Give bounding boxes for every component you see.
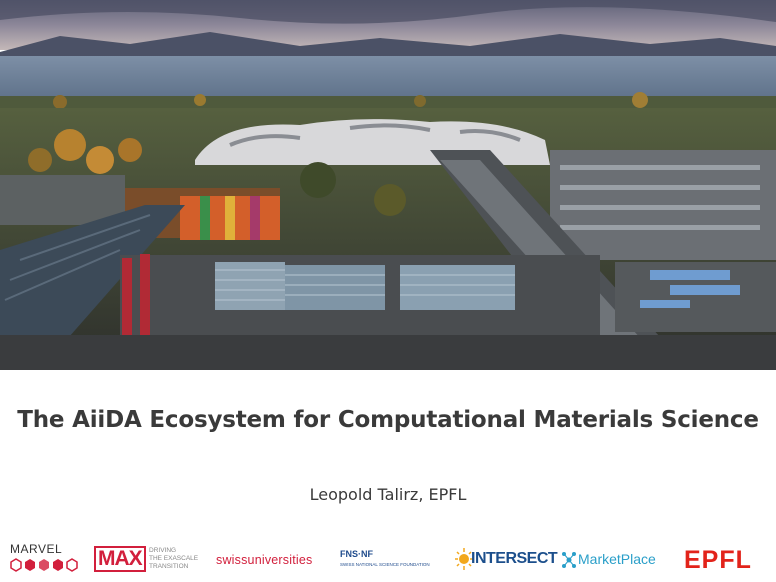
max-sub-line-1: DRIVING (149, 547, 177, 554)
max-sub-line-3: TRANSITION (149, 563, 189, 570)
max-sub-line-2: THE EXASCALE (149, 555, 199, 562)
marvel-logo (10, 540, 82, 580)
marketplace-network-icon (560, 550, 578, 570)
partner-logos (0, 540, 776, 580)
intersect-logo (455, 540, 558, 580)
marketplace-logo-text: MarketPlace (578, 551, 656, 567)
epfl-logo-text: EPFL (684, 546, 752, 574)
snsf-logo-subtitle: SWISS NATIONAL SCIENCE FOUNDATION (340, 562, 430, 567)
marvel-hexagons-icon (10, 558, 80, 576)
slide-author: Leopold Talirz, EPFL (309, 485, 467, 504)
max-logo-subtitle (149, 547, 198, 571)
max-logo-text: MAX (94, 546, 146, 572)
marketplace-logo (560, 540, 672, 580)
slide-title: The AiiDA Ecosystem for Computational Materials Science (17, 407, 759, 433)
swissuniversities-logo (216, 540, 330, 580)
intersect-logo-text: INTERSECT (471, 550, 558, 567)
snsf-logo (340, 540, 452, 580)
snsf-logo-text: FNS·NF (340, 549, 373, 559)
swissuniversities-logo-text: swissuniversities (216, 553, 313, 567)
epfl-logo (684, 540, 764, 580)
marvel-logo-text: MARVEL (10, 542, 63, 556)
max-logo (94, 540, 206, 580)
